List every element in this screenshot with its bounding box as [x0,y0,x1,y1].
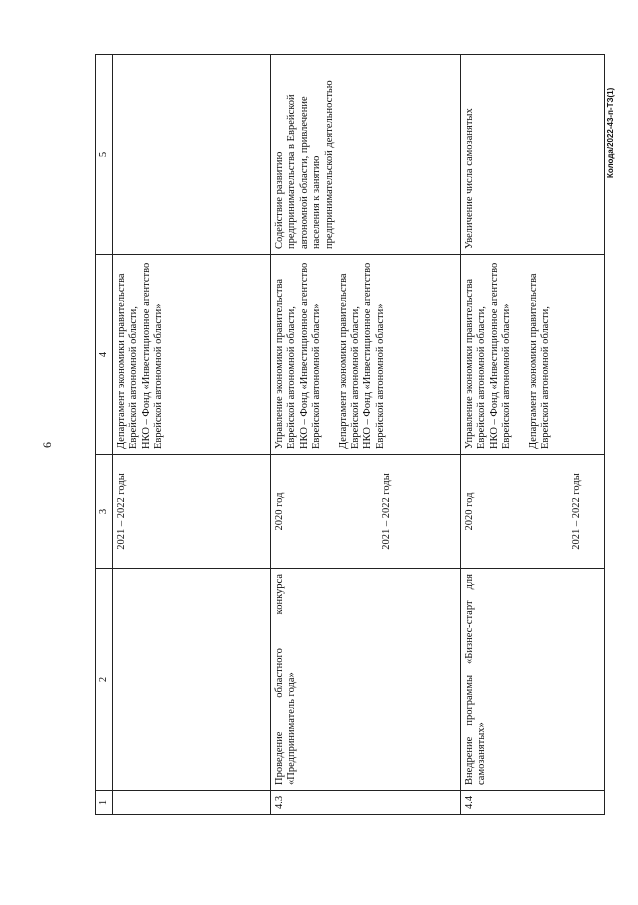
period-text: 2021 – 2022 годы [116,473,127,550]
page-number: 6 [40,442,54,448]
executor-text: Управление экономики правительства Еврейской автономной области, [464,279,488,449]
header-col-3: 3 [96,455,113,569]
row-number: 4.4 [461,791,605,815]
period-cell [461,455,605,569]
rotated-table-wrapper [95,55,605,815]
header-row [96,55,113,815]
executors-cell [271,255,461,455]
period-text: 2020 год [274,492,285,531]
table-row [461,55,605,815]
executors-cell [461,255,605,455]
header-col-5: 5 [96,55,113,255]
executor-text: НКО – Фонд «Инвестиционное агентство Еврейской автономной области» [362,262,386,449]
executor-text: Департамент экономики правительства Еврейской автономной области, [337,273,361,449]
period-cell [271,455,461,569]
executors-cell [113,255,271,455]
document-code: Колода/2022-43-п-ТЗ(1) [606,87,615,178]
table-row [113,55,271,815]
result-cell: Увеличение числа самозанятых [461,55,605,255]
event-cell: Проведение областного конкурса «Предприниматель года» [271,569,461,791]
row-number [113,791,271,815]
measures-table [95,54,605,815]
executor-text: НКО – Фонд «Инвестиционное агентство Еврейской автономной области» [488,262,513,449]
header-col-4: 4 [96,255,113,455]
executor-text: Департамент экономики правительства Еврейской автономной области, [116,273,140,449]
result-cell [113,55,271,255]
executor-text: Управление экономики правительства Еврейской автономной области, [274,279,298,449]
executor-text: НКО – Фонд «Инвестиционное агентство Еврейской автономной области» [298,262,323,449]
event-cell: Внедрение программы «Бизнес-старт для самозанятых» [461,569,605,791]
period-text: 2021 – 2022 годы [571,473,583,550]
period-text: 2020 год [464,492,475,531]
header-col-1: 1 [96,791,113,815]
executor-text: НКО – Фонд «Инвестиционное агентство Еврейской автономной области» [140,262,165,449]
result-cell: Содействие развитию предпринимательства в Еврейской автономной области, привлечение населения к занятию предпринимательской деятельностью [271,55,461,255]
period-text: 2021 – 2022 годы [381,473,393,550]
header-col-2: 2 [96,569,113,791]
row-number: 4.3 [271,791,461,815]
executor-text: Департамент экономики правительства Еврейской автономной области, [527,273,551,449]
event-cell [113,569,271,791]
table-row [271,55,461,815]
period-cell [113,455,271,569]
